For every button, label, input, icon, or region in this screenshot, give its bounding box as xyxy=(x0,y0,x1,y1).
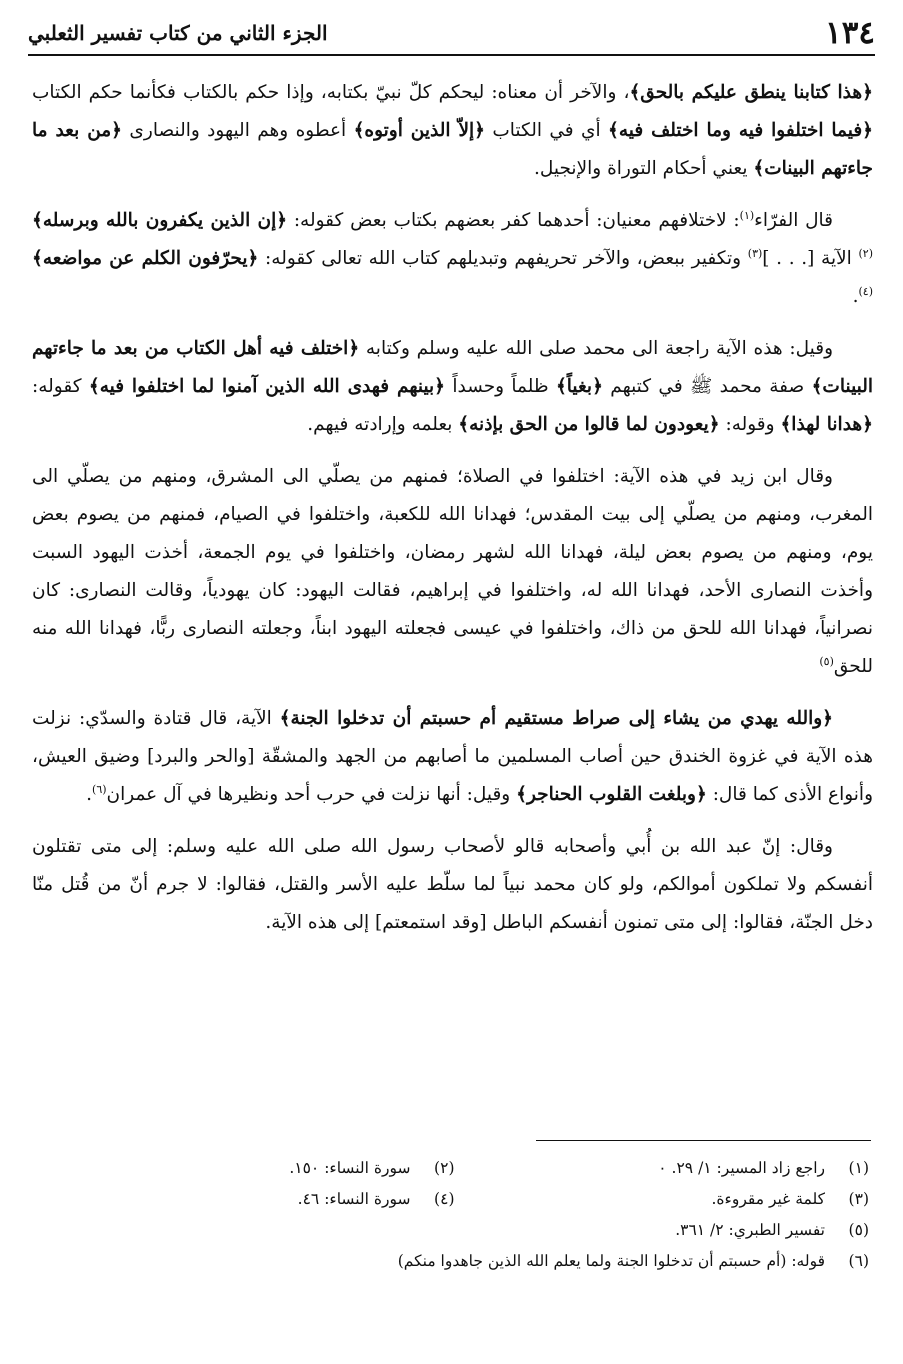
footnote-text: قوله: (أم حسبتم أن تدخلوا الجنة ولما يعلم الله الذين جاهدوا منكم) xyxy=(397,1252,825,1270)
quran-quote: ﴿من بعد ما جاءتهم البينات﴾ xyxy=(32,120,873,179)
quran-quote: ﴿يعودون لما قالوا من الحق بإذنه﴾ xyxy=(458,414,720,435)
text-run: أعطوه وهم اليهود والنصارى xyxy=(122,120,354,141)
paragraph xyxy=(32,828,873,942)
footnote-2 xyxy=(40,1153,455,1184)
text-run: قال الفرّاء xyxy=(754,210,834,231)
text-run: وتكفير ببعض، والآخر تحريفهم وتبديلهم كتاب الله تعالى كقوله: xyxy=(258,248,748,269)
paragraph xyxy=(32,74,873,188)
footnote-6 xyxy=(40,1246,869,1277)
main-text xyxy=(32,74,873,956)
text-run: الآية، قال قتادة والسدّي: نزلت هذه الآية في غزوة الخندق حين أصاب المسلمين ما أصابهم من الجهد والمشقّة [والحر والبرد] وضيق العيش، وأنواع الأذى كما قال: xyxy=(32,708,873,805)
footnote-3 xyxy=(455,1184,870,1215)
footnote-4 xyxy=(40,1184,455,1215)
footnote-text: راجع زاد المسير: ١/ ٢٩. ٠ xyxy=(658,1159,825,1177)
text-run: وقوله: xyxy=(719,414,781,435)
quran-quote: ﴿بغياً﴾ xyxy=(555,376,603,397)
footnote-divider xyxy=(536,1140,871,1141)
footnote-number: (٤) xyxy=(434,1190,455,1208)
page-number: ١٣٤ xyxy=(825,14,875,51)
text-run: كقوله: xyxy=(32,376,89,397)
quran-quote: ﴿وبلغت القلوب الحناجر﴾ xyxy=(516,784,707,805)
quran-quote: ﴿إلاّ الذين أوتوه﴾ xyxy=(353,120,485,141)
quran-quote: ﴿إن الذين يكفرون بالله وبرسله﴾ xyxy=(32,210,288,231)
footnote-text: كلمة غير مقروءة. xyxy=(711,1190,825,1208)
text-run: وقال: إنّ عبد الله بن أُبي وأصحابه قالو لأصحاب رسول الله صلى الله عليه وسلم: إلى متى تقتلون أنفسكم ولا تملكون أموالكم، ولو كان محمد نبياً لما سلّط عليه الأسر والقتل، فقالوا: لا جرم أنّ من قُتل منّا دخل الجنّة، فقالوا: إلى متى تمنون أنفسكم الباطل [وقد استمعتم] إلى هذه الآية. xyxy=(32,836,873,933)
text-run: الآية [. . . ] xyxy=(762,248,859,269)
text-run: : لاختلافهم معنيان: أحدهما كفر بعضهم بكتاب بعض كقوله: xyxy=(287,210,740,231)
text-run: صفة محمد ﷺ في كتبهم xyxy=(602,376,812,397)
text-run: ، والآخر أن معناه: ليحكم كلّ نبيّ بكتابه، وإذا حكم بالكتاب فكأنما حكم الكتاب xyxy=(32,82,630,103)
page-header xyxy=(28,12,875,56)
quran-quote: ﴿والله يهدي من يشاء إلى صراط مستقيم أم حسبتم أن تدخلوا الجنة﴾ xyxy=(279,708,833,729)
footnote-row xyxy=(40,1184,869,1215)
footnote-number: (٥) xyxy=(848,1221,869,1239)
quran-quote: ﴿يحرّفون الكلم عن مواضعه﴾ xyxy=(32,248,259,269)
text-run: وقيل: أنها نزلت في حرب أحد ونظيرها في آل عمران xyxy=(106,784,517,805)
footnote-marker: (٣) xyxy=(747,246,763,260)
footnote-marker: (٥) xyxy=(819,654,834,668)
quran-quote: ﴿اختلف فيه أهل الكتاب من بعد ما جاءتهم البينات﴾ xyxy=(32,338,874,397)
footnote-text: سورة النساء: ١٥٠. xyxy=(289,1159,411,1177)
text-run: يعني أحكام التوراة والإنجيل. xyxy=(534,158,754,179)
paragraph xyxy=(32,458,873,686)
footnote-marker: (١) xyxy=(739,208,755,222)
quran-quote: ﴿فيما اختلفوا فيه وما اختلف فيه﴾ xyxy=(607,120,874,141)
footnote-marker: (٤) xyxy=(858,284,873,298)
quran-quote: ﴿هذا كتابنا ينطق عليكم بالحق﴾ xyxy=(629,82,873,103)
footnotes xyxy=(40,1153,869,1277)
footnote-marker: (٢) xyxy=(858,246,873,260)
footnote-number: (٣) xyxy=(848,1190,869,1208)
footnote-text: تفسير الطبري: ٢/ ٣٦١. xyxy=(675,1221,825,1239)
footnote-text: سورة النساء: ٤٦. xyxy=(297,1190,411,1208)
running-title: الجزء الثاني من كتاب تفسير الثعلبي xyxy=(28,21,328,45)
quran-quote: ﴿بينهم فهدى الله الذين آمنوا لما اختلفوا فيه﴾ xyxy=(88,376,446,397)
paragraph xyxy=(32,700,873,814)
text-run: . xyxy=(852,286,859,307)
paragraph xyxy=(32,202,873,316)
text-run: بعلمه وإرادته فيهم. xyxy=(307,414,459,435)
text-run: أي في الكتاب xyxy=(484,120,608,141)
quran-quote: ﴿هدانا لهذا﴾ xyxy=(780,414,873,435)
footnote-number: (٢) xyxy=(434,1159,455,1177)
text-run: . xyxy=(86,784,93,805)
footnote-marker: (٦) xyxy=(92,782,107,796)
paragraph xyxy=(32,330,873,444)
text-run: وقيل: هذه الآية راجعة الى محمد صلى الله عليه وسلم وكتابه xyxy=(359,338,833,359)
text-run: وقال ابن زيد في هذه الآية: اختلفوا في الصلاة؛ فمنهم من يصلّي الى المشرق، ومنهم من يصلّي الى المغرب، ومنهم من يصلّي إلى بيت المقدس؛ فهدانا الله للكعبة، واختلفوا في الصيام، فمنهم من يصوم بعض يوم، ومنهم من يصوم بعض ليلة، فهدانا الله لشهر رمضان، واختلفوا في يوم الجمعة، أخذت اليهود السبت وأخذت النصارى الأحد، فهدانا الله له، واختلفوا في إبراهيم، فقالت اليهود: كان يهودياً، وقالت النصارى: كان نصرانياً، فهدانا الله للحق من ذاك، واختلفوا في عيسى فجعلته اليهود ابناً، وجعلته النصارى ربًّا، فهدانا الله منه للحق xyxy=(32,466,873,677)
footnote-row xyxy=(40,1153,869,1184)
text-run: ظلماً وحسداً xyxy=(445,376,556,397)
footnote-1 xyxy=(455,1153,870,1184)
footnote-number: (٦) xyxy=(848,1252,869,1270)
footnote-number: (١) xyxy=(848,1159,869,1177)
footnote-5 xyxy=(40,1215,869,1246)
